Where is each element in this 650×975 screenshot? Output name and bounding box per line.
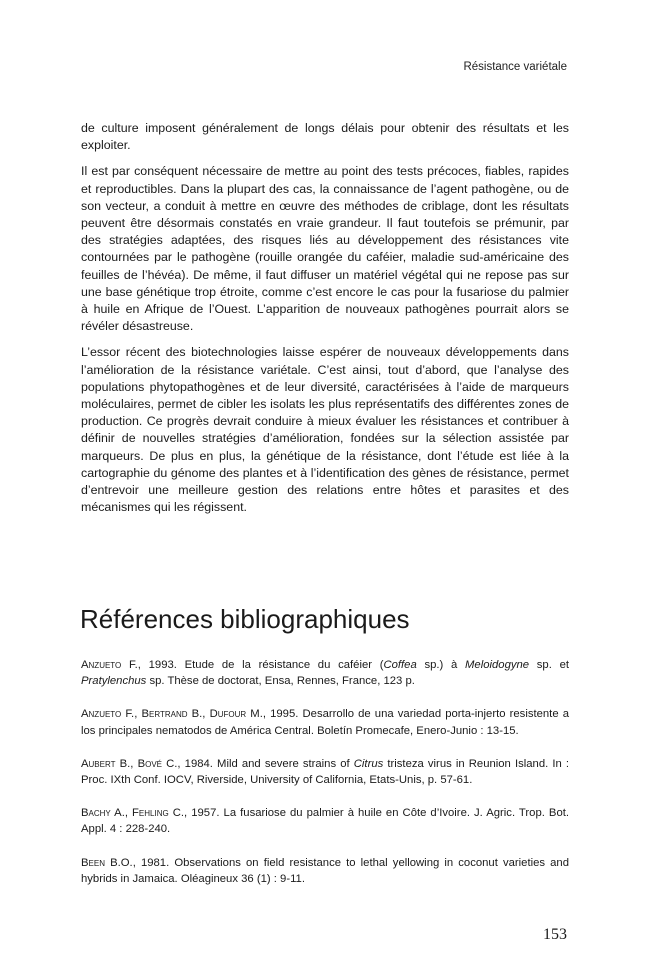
reference-item xyxy=(81,855,569,887)
reference-item xyxy=(81,805,569,837)
reference-author-sep: B.O., 1981. xyxy=(104,856,175,869)
reference-author-sep: A., xyxy=(110,807,133,820)
reference-text: tristeza virus in Reunion Island. In : Proc. IXth Conf. IOCV, Riverside, University of California, Etats-Unis, p. 57-61. xyxy=(81,757,570,787)
reference-author-sep: M., 1995. xyxy=(246,708,303,721)
reference-text: Observations on field resistance to lethal yellowing in coconut varieties and hybrids in Jamaica. Oléagineux 36 (1) : 9-11. xyxy=(81,856,569,885)
page-number: 153 xyxy=(543,926,567,943)
section-title: Références bibliographiques xyxy=(80,604,410,634)
reference-text: Etude de la résistance du caféier ( xyxy=(184,659,384,671)
reference-author-sep: B., xyxy=(187,708,210,721)
reference-item xyxy=(81,706,569,738)
reference-author: Anzueto xyxy=(81,708,122,721)
reference-author: Fehling xyxy=(132,807,169,820)
reference-item xyxy=(81,657,569,689)
reference-text: Desarrollo de una variedad porta-injerto resistente a los principales nematodos de América Central. Boletín Promecafe, Enero-Junio : 13-15. xyxy=(81,708,570,737)
body-text xyxy=(81,120,569,525)
reference-author-sep: F., xyxy=(121,708,142,721)
reference-author: Bové xyxy=(137,757,162,770)
reference-text: sp. et xyxy=(529,659,569,671)
paragraph: de culture imposent généralement de longs délais pour obtenir des résultats et les exploiter. xyxy=(81,121,569,153)
reference-italic-text: Pratylenchus xyxy=(81,675,147,688)
reference-list xyxy=(81,657,569,904)
reference-text: sp. Thèse de doctorat, Ensa, Rennes, France, 123 p. xyxy=(146,675,415,688)
reference-text: La fusariose du palmier à huile en Côte d’Ivoire. J. Agric. Trop. Bot. Appl. 4 : 228-240. xyxy=(81,807,570,836)
reference-italic-text: Citrus xyxy=(353,757,384,770)
reference-text: Mild and severe strains of xyxy=(217,757,354,770)
reference-italic-text: Coffea xyxy=(383,659,417,671)
running-head: Résistance variétale xyxy=(463,61,567,73)
reference-author: Bachy xyxy=(81,807,111,820)
reference-italic-text: Meloidogyne xyxy=(465,659,530,671)
reference-author: Anzueto xyxy=(81,659,122,671)
reference-author: Bertrand xyxy=(141,708,188,721)
reference-text: sp.) à xyxy=(416,659,466,671)
reference-author-sep: F., 1993. xyxy=(121,659,185,671)
reference-item xyxy=(81,756,569,788)
reference-author-sep: B., xyxy=(115,757,138,770)
reference-author: Been xyxy=(81,856,105,869)
reference-author-sep: C., 1957. xyxy=(168,807,224,820)
reference-author-sep: C., 1984. xyxy=(162,757,218,770)
paragraph: L’essor récent des biotechnologies laisse espérer de nouveaux développements dans l’amélioration de la résistance variétale. C’est ainsi, tout d’abord, que l’analyse des populations phytopathogènes et de leur diversité, caractérisées à l’aide de marqueurs moléculaires, permet de cibler les isolats les plus représentatifs des différentes zones de production. Ce progrès devrait conduire à mieux évaluer les résistances et contribuer à définir de nouvelles stratégies d’amélioration, fondées sur la sélection assistée par marqueurs. De plus en plus, la génétique de la résistance, dont l’étude est liée à la cartographie du génome des plantes et à l’identification des gènes de résistance, permet d’entrevoir une meilleure gestion des relations entre hôtes et parasites et des mécanismes qui les régissent. xyxy=(81,345,569,515)
reference-author: Dufour xyxy=(209,708,247,721)
paragraph: Il est par conséquent nécessaire de mettre au point des tests précoces, fiables, rapides et reproductibles. Dans la plupart des cas, la connaissance de l’agent pathogène, ou de son vecteur, a conduit à mettre en œuvre des méthodes de criblage, dont les résultats peuvent être désormais constatés en vraie grandeur. Il faut toutefois se prémunir, par des stratégies adaptées, des risques liés au développement des résistances vite contournées par le pathogène (rouille orangée du caféier, maladie sud-américaine des feuilles de l’hévéa). De même, il faut diffuser un matériel végétal qui ne repose pas sur une base génétique trop étroite, comme c’est encore le cas pour la fusariose du palmier à huile en Afrique de l’Ouest. L’apparition de nouveaux pathogènes pourrait alors se révéler désastreuse. xyxy=(81,164,569,334)
reference-author: Aubert xyxy=(81,757,116,770)
